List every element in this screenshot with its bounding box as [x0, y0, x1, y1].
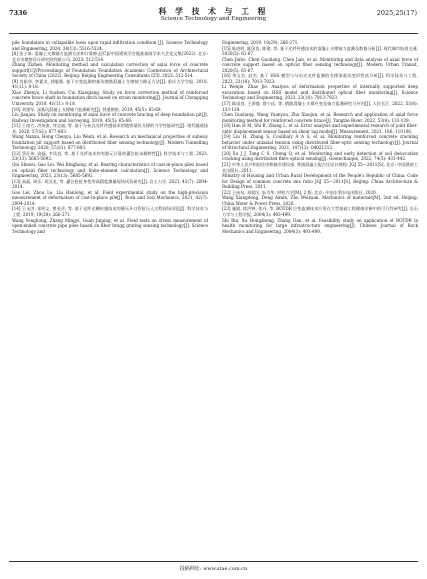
reference-entry: [11] 王南方, 洪成南, 刘文丽, 等. 基于分布式光纤传感技术的地铁基坑支撑的力学性能研究[J]. 现代隧道技术, 2020, 57(S1): 877-883. — [12, 123, 208, 134]
reference-entry: [15] 陈进明, 陈国良, 陈建, 等. 基于光纤传感技术的混凝土支撑轴力监测及数据分析[J]. 现代城市轨道交通, 2020(5): 61-67. — [222, 45, 418, 57]
header-rule — [9, 33, 418, 34]
reference-entry: Gao Lei, Zhou Le, Liu Hanlong, et al. Field experimental study on the high-precision measurement of deformation of cast-in-place pile[J]. Rock and Soil Mechanics, 2021, 42(7): 2004-2014. — [12, 189, 208, 206]
reference-entry: [18] Han H M, Shi B, Zhang L, et al. Error analysis and experimental research of joint fiber-optic displacement sensor based on shear lag model[J]. Measurement, 2021, 186: 110106. — [222, 123, 418, 134]
references-left-column — [12, 40, 208, 234]
reference-entry: Shi Bin, Xu Hongzhong, Zhang Dan, et al. Feasibility study on application of BOTDR in health monitoring for large infrastructure engineering[J]. Chinese Journal of Rock Mechanics and Engineering, 2004(3): 493-499. — [222, 217, 418, 234]
reference-entry: [16] 李文杰, 赵杰. 基于 HSS 模型与分布式光纤监测的支撑深基坑变形性状分析[J]. 科学技术与工程, 2023, 23(18): 7913-7923. — [222, 73, 418, 84]
reference-entry: [23] 施斌, 徐洪钟, 张丹, 等. BOTDR 应变监测技术应用在大型基础工程健康诊断中的可行性研究[J]. 岩石力学与工程学报, 2004(3): 493-499. — [222, 206, 418, 217]
reference-entry: [13] 高磊, 周乐, 刘汉龙, 等. 灌注桩桩身变形高精度测量现场试验研究[J]. 岩土力学, 2021, 42(7): 2004-2014. — [12, 178, 208, 190]
reference-entry: [22] 王向东, 邓爱民, 朱为华. 材料力学[M]. 2 版. 北京: 中国水利水电出版社, 2020. — [222, 189, 378, 195]
reference-entry: [10] 刘建军. 深基坑混凝土支撑轴力监测研究[J]. 铁道勘察, 2019, 45(5): 65-69. — [12, 106, 162, 112]
references-right-column — [222, 40, 418, 234]
reference-entry: [14] 王永洪, 张明义, 曾金萍, 等. 基于光纤光栅传感技术的静压开口管桩压入过程现场试验[J]. 科学技术与工程, 2019, 19(29): 266-271. — [12, 206, 208, 217]
reference-entry: pile foundation in collapsible loess upon rapid infiltration condition [J]. Science Technology and Engineering, 2024, 24(13): 5516-5524. — [12, 40, 208, 51]
footer-submission-url: 投稿网址: www.stae.com.cn — [179, 566, 248, 572]
reference-entry: [17] 陈国良, 王源俊, 鲁小珏, 等. 钢筋混凝土支撑应变及轴力监测研究与应用[J]. 人民长江, 2022, 53(8): 133-139. — [222, 101, 418, 112]
reference-entry: Liu Jianjun. Study on monitoring of axial force of concrete bracing of deep foundation pit[J]. Railway Investigation and Surveying, 2019, 45(5): 65-69. — [12, 112, 208, 123]
reference-entry: Qiu Shiwei, Gao Lei, Wei Binghong, et al. Bearing characteristics of cast-in-place piles based on optical fiber technology and finite-element calculation[J]. Science Technology and Engineering, 2023, 23(13): 5685-5692. — [12, 162, 208, 179]
footer-rule — [9, 561, 418, 562]
reference-entry: Xiao Zhenyu, Li Suzhen, Cui Xiaoqiang. Study on force correction method of reinforced concrete brace shaft in foundation ditch based on strain monitoring[J]. Journal of Chongqing University, 2018, 41(11): 8-18. — [12, 89, 208, 107]
reference-entry: [9] 肖振华, 李素贞, 郭聪强. 基于应变监测的基坑钢筋混凝土支撑轴力修正方法[J]. 重庆大学学报, 2018, 41(11): 8-18. — [12, 78, 208, 90]
journal-title-en: Science Technology and Engineering — [160, 16, 267, 22]
reference-entry: [20] Xu J J, Tang C S, Cheng Q, et al. Monitoring and early detection of soil desiccation cracking using distributed fibre optical sensing[J]. Géotechnique, 2022, 74(5): 431-442. — [222, 150, 418, 162]
reference-entry: Ministry of Housing and Urban Rural Development of the People's Republic of China. Code for Design of common concrete mix ratio JGJ 55—2011[S]. Beijing: China Architecture & Building Press, 2011. — [222, 173, 418, 190]
reference-entry: Li Wenjie, Zhao Jie. Analysis of deformation properties of internally supported deep excavation based on HSS model and distributed optical fiber monitoring[J]. Science Technology and Engineering, 2023, 23(18): 7913-7923. — [222, 84, 418, 101]
issue-info: 2025,25(17) — [376, 9, 417, 17]
reference-entry: Chen Jinbo, Chen Guoliang, Chen Jian, et al. Monitoring and data analysis of axial force of concrete support based on optical fiber sensing technology[J]. Modern Urban Transit, 2020(5): 61-67. — [222, 56, 418, 73]
reference-entry: [8] 张子真. 混凝土支撑轴力监测方法和计算修正[C]//中国建筑学会地基基础学术大会论文集(2022). 北京: 北京市勘察设计研究院有限公司, 2023: 512-514. — [12, 51, 208, 62]
reference-entry: Wang Xiangdong, Deng Aimin, Zhu Weixuan. Mechanics of materials[M]. 2nd ed. Beijing: China Water & Power Press, 2020. — [222, 195, 418, 206]
reference-entry: Zhang Zizhen. Monitoring method and calculation correction of axial force of concrete support[C]//Proceedings of Foundation Foundation Academic Conference of Architectural Society of China (2022). Beijing: Beijing Engineering Consultants LTD, 2023: 512-514. — [12, 62, 208, 79]
reference-entry: Chen Guoliang, Wang Yuanyou, Zhu Xiaojun, et al. Research and application of axial force monitoring method for reinforced concrete brace[J]. Yangtze River, 2022, 53(8): 133-139. — [222, 112, 418, 123]
page-number: 7336 — [9, 9, 28, 17]
reference-entry: [19] Liu H, Zhang S, Coulibaly A A S, et al. Monitoring reinforced concrete cracking behavior under uniaxial tension using distributed fiber-optic sensing technology[J]. Journal of Structural Engineering, 2021, 147(12): 04021212. — [222, 134, 418, 151]
reference-entry: Wang Yonghong, Zhang Mingyi, Guan Jinping, et al. Field tests on stress measurement of open-ended concrete pipe piles based on fiber bragg grating sensing technology[J]. Science Technology and — [12, 217, 208, 234]
reference-entry: [12] 蔡仕伟, 高磊, 韦凤良, 等. 基于光纤技术和有限元计算的灌注桩承载特性[J]. 科学技术与工程, 2023, 23(13): 5685-5692. — [12, 150, 208, 162]
page-header — [0, 0, 427, 34]
reference-entry: [21] 中华人民共和国住房和城乡建设部. 普通混凝土配合比设计规程: JGJ 55—2011[S]. 北京: 中国建筑工业出版社, 2011. — [222, 162, 418, 173]
reference-entry: Engineering, 2019, 19(29): 266-271. — [222, 40, 299, 45]
journal-title-cn: 科 学 技 术 与 工 程 — [158, 7, 269, 16]
reference-entry: Wang Nanxu, Hong Chenyu, Liu Wenli, et al. Research on mechanical properties of subway foundation pit support based on distributed fiber sensing technology[J]. Modern Tunnelling Technology, 2020, 57(S1): 877-883. — [12, 134, 208, 151]
